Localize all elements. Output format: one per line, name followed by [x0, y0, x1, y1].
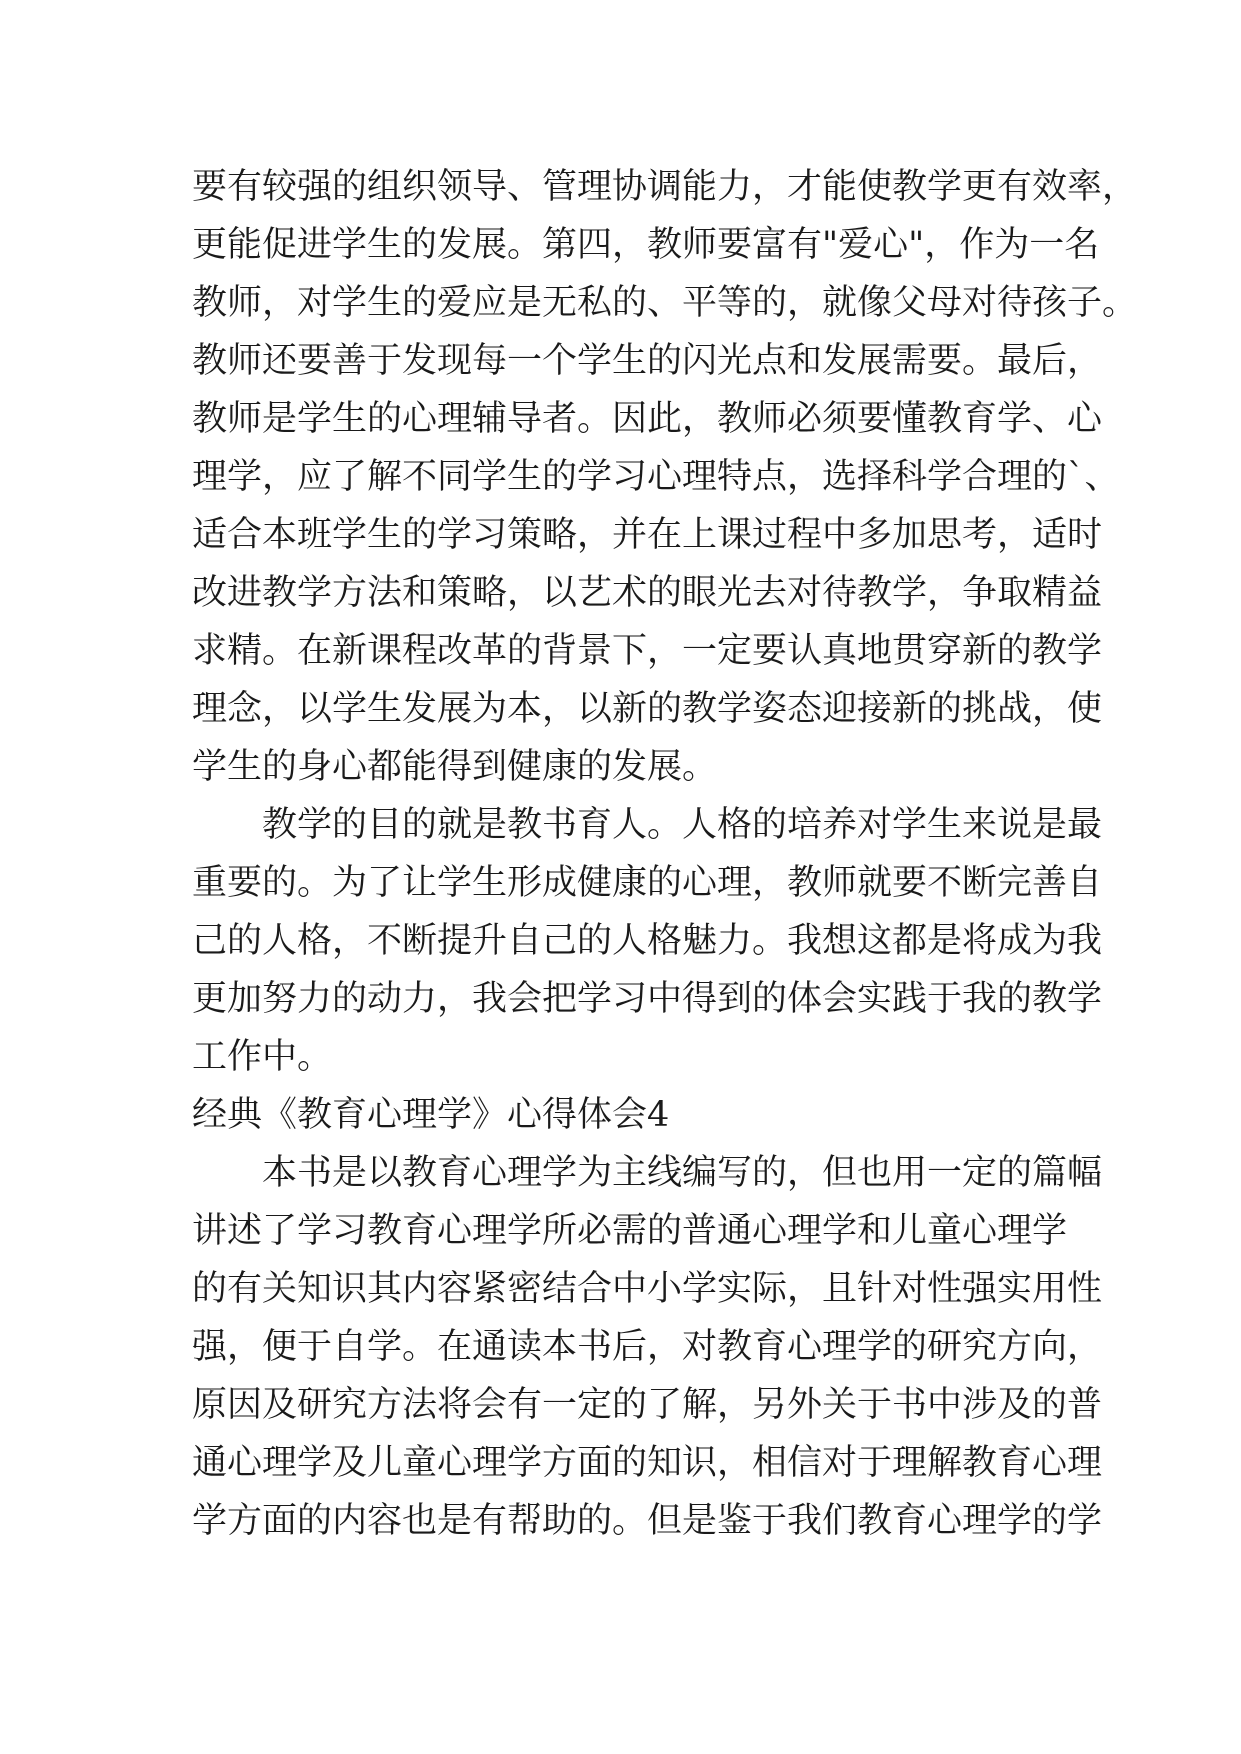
text-line: 适合本班学生的学习策略，并在上课过程中多加思考，适时 — [192, 515, 1103, 555]
text-line: 教师是学生的心理辅导者。因此，教师必须要懂教育学、心 — [192, 399, 1103, 439]
text-line: 求精。在新课程改革的背景下，一定要认真地贯穿新的教学 — [192, 631, 1103, 671]
paragraph-first-line: 教学的目的就是教书育人。人格的培养对学生来说是最 — [262, 805, 1103, 845]
text-line: 理学，应了解不同学生的学习心理特点，选择科学合理的`、 — [192, 457, 1120, 497]
text-line: 重要的。为了让学生形成健康的心理，教师就要不断完善自 — [192, 863, 1103, 903]
section-heading: 经典《教育心理学》心得体会4 — [192, 1095, 670, 1135]
text-line: 通心理学及儿童心理学方面的知识，相信对于理解教育心理 — [192, 1443, 1103, 1483]
text-line: 更能促进学生的发展。第四，教师要富有"爱心"，作为一名 — [192, 225, 1100, 265]
text-line: 工作中。 — [192, 1037, 333, 1077]
text-line: 教师，对学生的爱应是无私的、平等的，就像父母对待孩子。 — [192, 283, 1138, 323]
text-line: 学生的身心都能得到健康的发展。 — [192, 747, 718, 787]
text-line: 改进教学方法和策略，以艺术的眼光去对待教学，争取精益 — [192, 573, 1103, 613]
text-line: 更加努力的动力，我会把学习中得到的体会实践于我的教学 — [192, 979, 1103, 1019]
text-line: 原因及研究方法将会有一定的了解，另外关于书中涉及的普 — [192, 1385, 1103, 1425]
text-line: 理念，以学生发展为本，以新的教学姿态迎接新的挑战，使 — [192, 689, 1103, 729]
text-line: 学方面的内容也是有帮助的。但是鉴于我们教育心理学的学 — [192, 1501, 1103, 1541]
text-line: 的有关知识其内容紧密结合中小学实际，且针对性强实用性 — [192, 1269, 1103, 1309]
text-line: 己的人格，不断提升自己的人格魅力。我想这都是将成为我 — [192, 921, 1103, 961]
text-line: 强，便于自学。在通读本书后，对教育心理学的研究方向， — [192, 1327, 1103, 1367]
paragraph-first-line: 本书是以教育心理学为主线编写的，但也用一定的篇幅 — [262, 1153, 1103, 1193]
text-line: 讲述了学习教育心理学所必需的普通心理学和儿童心理学 — [192, 1211, 1068, 1251]
text-line: 要有较强的组织领导、管理协调能力，才能使教学更有效率， — [192, 167, 1138, 207]
text-line: 教师还要善于发现每一个学生的闪光点和发展需要。最后， — [192, 341, 1103, 381]
